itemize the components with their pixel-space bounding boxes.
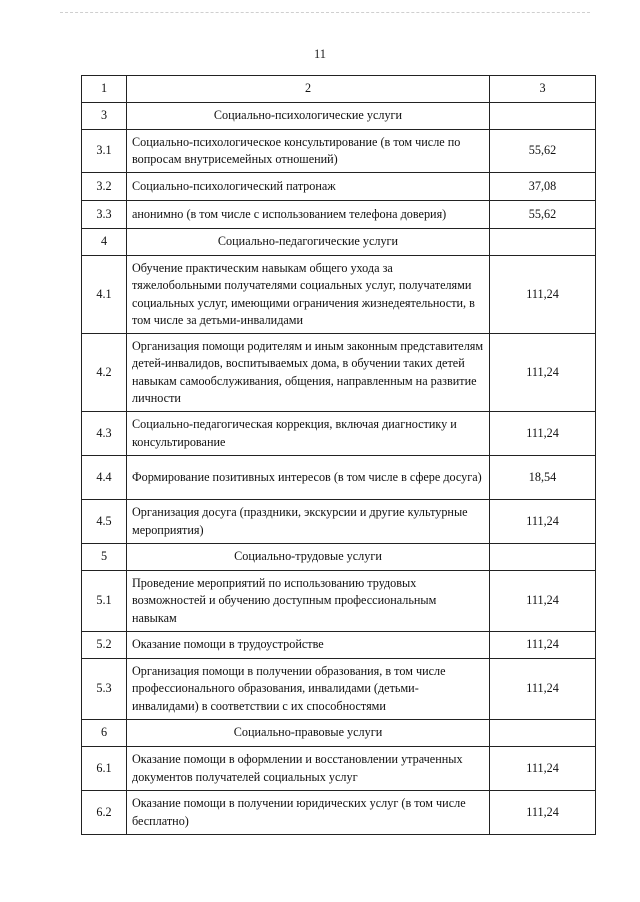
row-title: Обучение практическим навыкам общего ухода за тяжелобольными получателями социальных услуг, получателями социальных услуг, имеющими ограничения жизнедеятельности, в том числе за детьми-инвалидами [127,256,490,334]
row-value: 111,24 [490,256,596,334]
row-title: анонимно (в том числе с использованием телефона доверия) [127,201,490,229]
table-row [82,500,596,544]
header-col-3: 3 [490,76,596,103]
header-col-2: 2 [127,76,490,103]
table-row [82,747,596,791]
row-value [490,720,596,747]
row-value: 111,24 [490,632,596,659]
row-title: Организация досуга (праздники, экскурсии и другие культурные мероприятия) [127,500,490,544]
row-number: 3.1 [82,130,127,173]
row-number: 4.2 [82,334,127,412]
table-row [82,659,596,720]
row-title: Организация помощи родителям и иным законным представителям детей-инвалидов, воспитываемых дома, в обучении таких детей навыкам самообслуживания, общения, направленным на развитие личности [127,334,490,412]
row-title: Оказание помощи в оформлении и восстановлении утраченных документов получателей социальных услуг [127,747,490,791]
table-row [82,256,596,334]
row-title: Формирование позитивных интересов (в том числе в сфере досуга) [127,456,490,500]
row-value [490,229,596,256]
row-title: Организация помощи в получении образования, в том числе профессионального образования, инвалидами (детьми-инвалидами) в соответствии с их способностями [127,659,490,720]
table-row [82,456,596,500]
table-row [82,130,596,173]
row-value: 111,24 [490,659,596,720]
table-row [82,791,596,835]
row-value: 111,24 [490,571,596,632]
row-value [490,544,596,571]
row-value: 111,24 [490,747,596,791]
row-value: 111,24 [490,412,596,456]
row-value: 111,24 [490,334,596,412]
table-row [82,173,596,201]
row-value: 111,24 [490,500,596,544]
table-row [82,632,596,659]
section-title: Социально-правовые услуги [127,720,490,747]
row-value: 37,08 [490,173,596,201]
table-header-row [82,76,596,103]
row-number: 4.5 [82,500,127,544]
table-row [82,229,596,256]
section-title: Социально-педагогические услуги [127,229,490,256]
row-number: 4.3 [82,412,127,456]
row-value: 111,24 [490,791,596,835]
row-number: 6.2 [82,791,127,835]
table-row [82,720,596,747]
row-number: 3 [82,103,127,130]
table-row [82,103,596,130]
row-number: 4.4 [82,456,127,500]
row-number: 3.3 [82,201,127,229]
row-number: 6.1 [82,747,127,791]
row-number: 5.3 [82,659,127,720]
table-row [82,412,596,456]
table-row [82,544,596,571]
row-number: 6 [82,720,127,747]
row-title: Социально-психологическое консультирование (в том числе по вопросам внутрисемейных отношений) [127,130,490,173]
row-title: Социально-психологический патронаж [127,173,490,201]
row-number: 5.1 [82,571,127,632]
table-row [82,571,596,632]
row-number: 4.1 [82,256,127,334]
row-title: Оказание помощи в трудоустройстве [127,632,490,659]
row-value: 55,62 [490,130,596,173]
row-value: 18,54 [490,456,596,500]
section-title: Социально-психологические услуги [127,103,490,130]
row-number: 5.2 [82,632,127,659]
table-row [82,201,596,229]
row-number: 3.2 [82,173,127,201]
row-value: 55,62 [490,201,596,229]
row-title: Проведение мероприятий по использованию трудовых возможностей и обучению доступным профессиональным навыкам [127,571,490,632]
scan-edge-line [60,12,590,14]
row-number: 4 [82,229,127,256]
services-table [81,75,596,835]
row-value [490,103,596,130]
row-title: Оказание помощи в получении юридических услуг (в том числе бесплатно) [127,791,490,835]
header-col-1: 1 [82,76,127,103]
page-number: 11 [313,47,327,61]
row-title: Социально-педагогическая коррекция, включая диагностику и консультирование [127,412,490,456]
row-number: 5 [82,544,127,571]
section-title: Социально-трудовые услуги [127,544,490,571]
table-row [82,334,596,412]
